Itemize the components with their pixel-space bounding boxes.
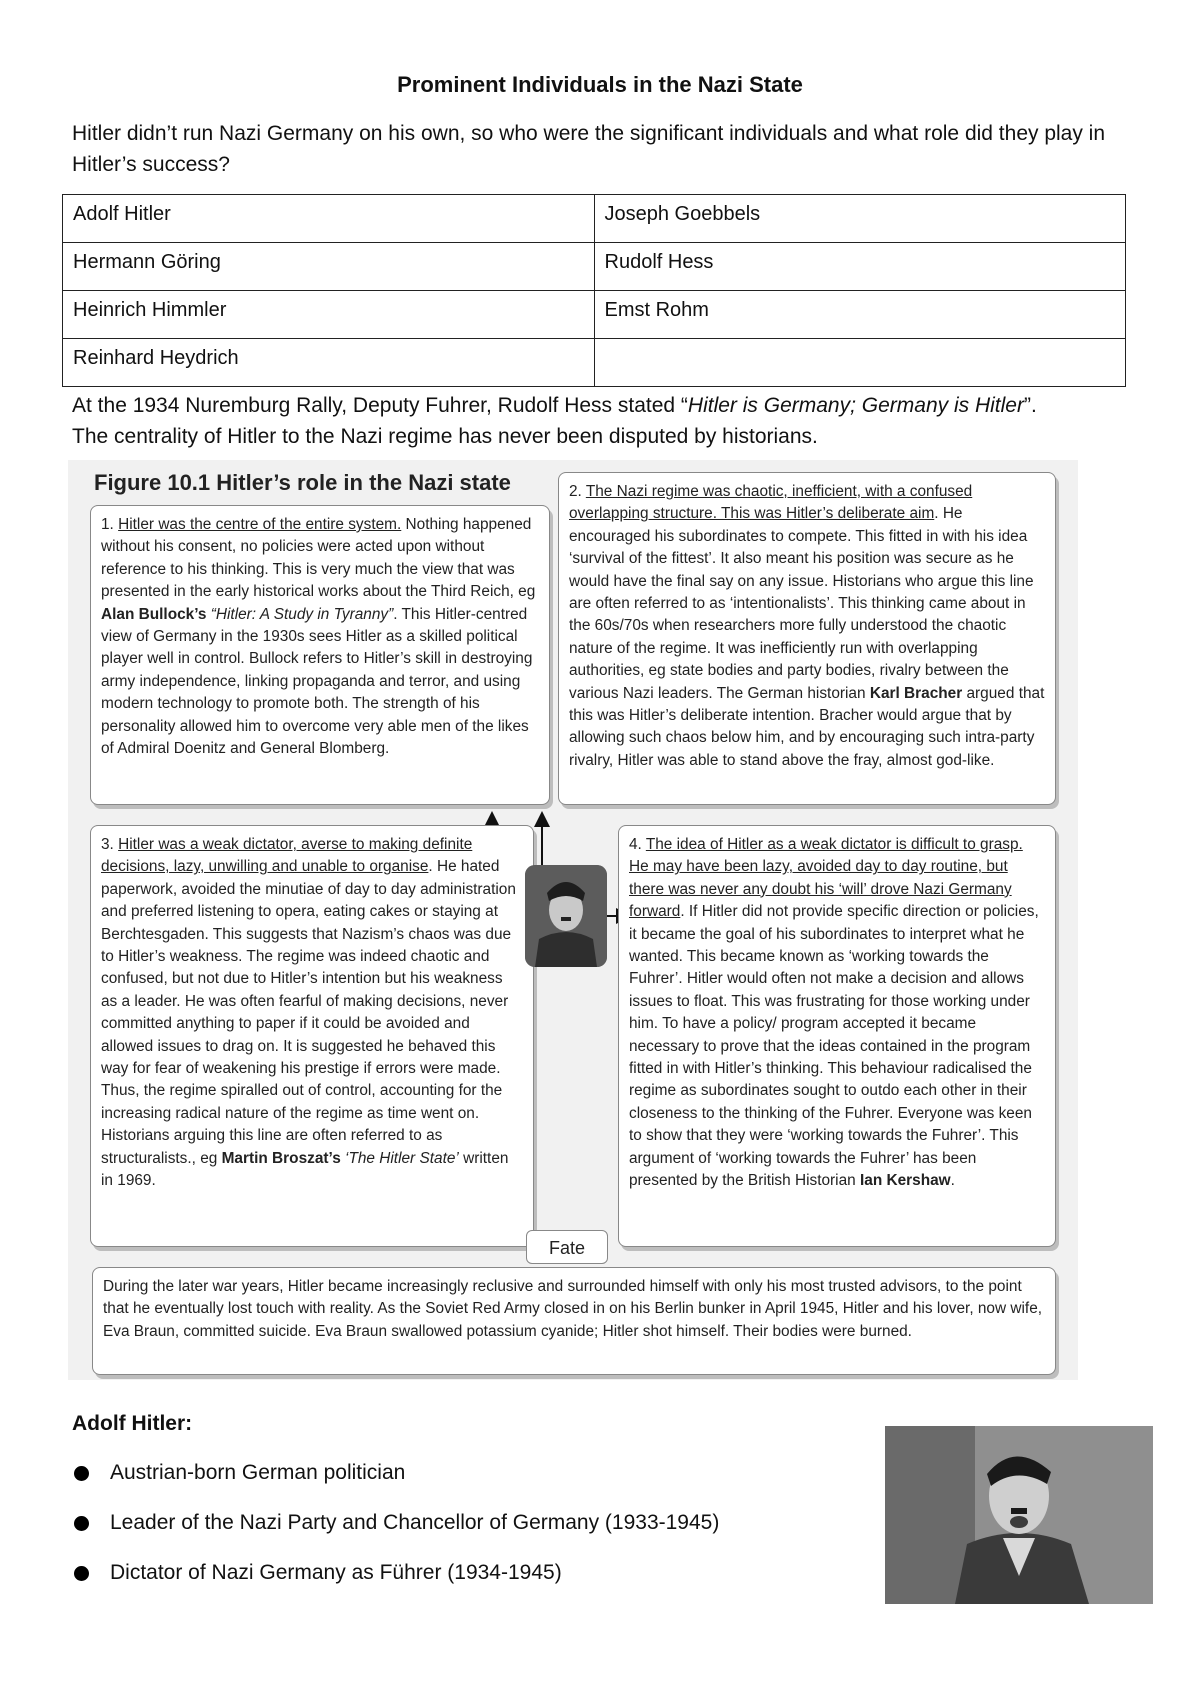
box-fate — [92, 1267, 1056, 1375]
box3-heading: Hitler was a weak dictator, averse to making definite decisions, lazy, unwilling and unable to organise — [101, 836, 473, 876]
quote-line2: The centrality of Hitler to the Nazi regime has never been disputed by historians. — [72, 425, 818, 448]
individuals-table — [62, 194, 1126, 387]
table-row — [63, 243, 1126, 291]
table-cell: Reinhard Heydrich — [63, 339, 595, 387]
box4-text2: . — [950, 1172, 955, 1190]
box1-heading: Hitler was the centre of the entire system. — [118, 516, 402, 533]
photo-illustration — [885, 1426, 1153, 1604]
quote-italic: Hitler is Germany; Germany is Hitler — [687, 394, 1024, 417]
box2-bold: Karl Bracher — [869, 684, 963, 702]
list-item — [72, 1458, 719, 1508]
table-cell: Rudolf Hess — [594, 243, 1126, 291]
list-item — [72, 1558, 719, 1608]
box1-text2: . This Hitler-centred view of Germany in the 1930s sees Hitler as a skilled political player well in control. Bullock refers to Hitler’s skill in destroying army independence, linking propaganda and terror, and using modern technology to promote both. The strength of his personality allowed him to overcome very able men of the likes of Admiral Doenitz and General Blomberg. — [101, 605, 533, 758]
hitler-photo-image — [885, 1426, 1153, 1604]
box4-text1: . If Hitler did not provide specific direction or policies, it became the goal of his subordinates to interpret what he wanted. This became known as ‘working towards the Fuhrer’. Hitler would often not make a decision and allows issues to float. This was frustrating for those working under him. To have a policy/ program accepted it became necessary to prove that the ideas contained in the program fitted in with Hitler’s thinking. This behaviour radicalised the regime as subordinates sought to outdo each other in their closeness to the thinking of the Fuhrer. Everyone was keen to show that they were ‘working towards the Fuhrer’. This argument of ‘working towards the Fuhrer’ has been presented by the British Historian — [629, 903, 1039, 1190]
box1-lead: 1. — [101, 516, 119, 533]
box-working-towards-fuhrer — [618, 825, 1056, 1247]
box-weak-dictator — [90, 825, 534, 1247]
table-row — [63, 195, 1126, 243]
bullet-icon — [74, 1516, 89, 1531]
box4-lead: 4. — [629, 836, 646, 853]
box-centre-of-system — [90, 505, 550, 805]
table-cell — [594, 339, 1126, 387]
box1-italic: “Hitler: A Study in Tyranny” — [206, 605, 394, 623]
table-row — [63, 291, 1126, 339]
figure-title: Figure 10.1 Hitler’s role in the Nazi state — [94, 470, 511, 495]
table-row — [63, 339, 1126, 387]
table-cell: Joseph Goebbels — [594, 195, 1126, 243]
box3-lead: 3. — [101, 836, 119, 853]
box2-heading: The Nazi regime was chaotic, inefficient, with a confused overlapping structure. This was Hitler’s deliberate aim — [569, 483, 973, 523]
quote-lead: At the 1934 Nuremburg Rally, Deputy Fuhrer, Rudolf Hess stated “ — [72, 394, 688, 417]
box3-text1: . He hated paperwork, avoided the minutiae of day to day administration and preferred listening to opera, eating cakes or staying at Berchtesgaden. This suggests that Nazism’s chaos was due to Hitler’s weakness. The regime was indeed chaotic and confused, but not due to Hitler’s intention but his weakness as a leader. He was often fearful of making decisions, never committed anything to paper if it could be avoided and allowed issues to drag on. It is suggested he behaved this way for fear of weakening his prestige if errors were made. Thus, the regime spiralled out of control, accounting for the increasing radical nature of the regime as time went on. Historians arguing this line are often referred to as structuralists., eg — [101, 858, 516, 1167]
bio-list — [72, 1458, 719, 1608]
table-cell: Adolf Hitler — [63, 195, 595, 243]
bullet-icon — [74, 1566, 89, 1581]
list-item — [72, 1508, 719, 1558]
bio-item-text: Leader of the Nazi Party and Chancellor of Germany (1933-1945) — [110, 1511, 720, 1534]
box2-lead: 2. — [569, 483, 586, 500]
box1-text1: Nothing happened without his consent, no policies were acted upon without reference to his thinking. This is very much the view that was presented in the early historical works about the Third Reich, eg — [101, 516, 536, 601]
table-cell: Hermann Göring — [63, 243, 595, 291]
figure-hitler-role — [68, 460, 1078, 1380]
portrait-illustration — [525, 865, 607, 967]
bio-item-text: Dictator of Nazi Germany as Führer (1934-1945) — [110, 1561, 562, 1584]
box4-bold: Ian Kershaw — [859, 1172, 951, 1190]
intro-paragraph: Hitler didn’t run Nazi Germany on his own, so who were the significant individuals and what role did they play in Hitler’s success? — [72, 122, 1106, 176]
box3-text2: written in 1969. — [101, 1149, 509, 1190]
bio-item-text: Austrian-born German politician — [110, 1461, 406, 1484]
bullet-icon — [74, 1466, 89, 1481]
box3-italic: ‘The Hitler State’ — [340, 1149, 459, 1167]
box2-text2: argued that this was Hitler’s deliberate intention. Bracher would argue that by allowing such chaos below him, and by encouraging such intra-party rivalry, Hitler was able to stand above the fray, almost god-like. — [569, 684, 1045, 769]
quote-tail: ”. — [1023, 394, 1037, 417]
box1-bold: Alan Bullock’s — [101, 605, 207, 623]
box4-heading: The idea of Hitler as a weak dictator is difficult to grasp. He may have been lazy, avoided day to day routine, but there was never any doubt his ‘will’ drove Nazi Germany forward — [629, 836, 1023, 921]
page-title: Prominent Individuals in the Nazi State — [397, 72, 803, 97]
box5-text: During the later war years, Hitler became increasingly reclusive and surrounded himself with only his most trusted advisors, to the point that he eventually lost touch with reality. As the Soviet Red Army closed in on his Berlin bunker in April 1945, Hitler and his lover, now wife, Eva Braun, committed suicide. Eva Braun swallowed potassium cyanide; Hitler shot himself. Their bodies were burned. — [103, 1278, 1043, 1340]
table-cell: Heinrich Himmler — [63, 291, 595, 339]
box3-bold: Martin Broszat’s — [221, 1149, 341, 1167]
fate-label: Fate — [526, 1230, 608, 1264]
bio-heading: Adolf Hitler: — [72, 1412, 193, 1435]
hitler-portrait-image — [525, 865, 607, 967]
box2-text1: . He encouraged his subordinates to compete. This fitted in with his idea ‘survival of the fittest’. It also meant his position was secure as he would have the final say on any issue. Historians who argue this line are often referred to as ‘intentionalists’. This thinking came about in the 60s/70s when researchers more fully understood the chaotic nature of the regime. It was inefficiently run with overlapping authorities, eg state bodies and party bodies, rivalry between the various Nazi leaders. The German historian — [569, 505, 1034, 702]
hess-quote-paragraph — [72, 390, 1132, 452]
box-chaotic-regime — [558, 472, 1056, 805]
table-cell: Emst Rohm — [594, 291, 1126, 339]
